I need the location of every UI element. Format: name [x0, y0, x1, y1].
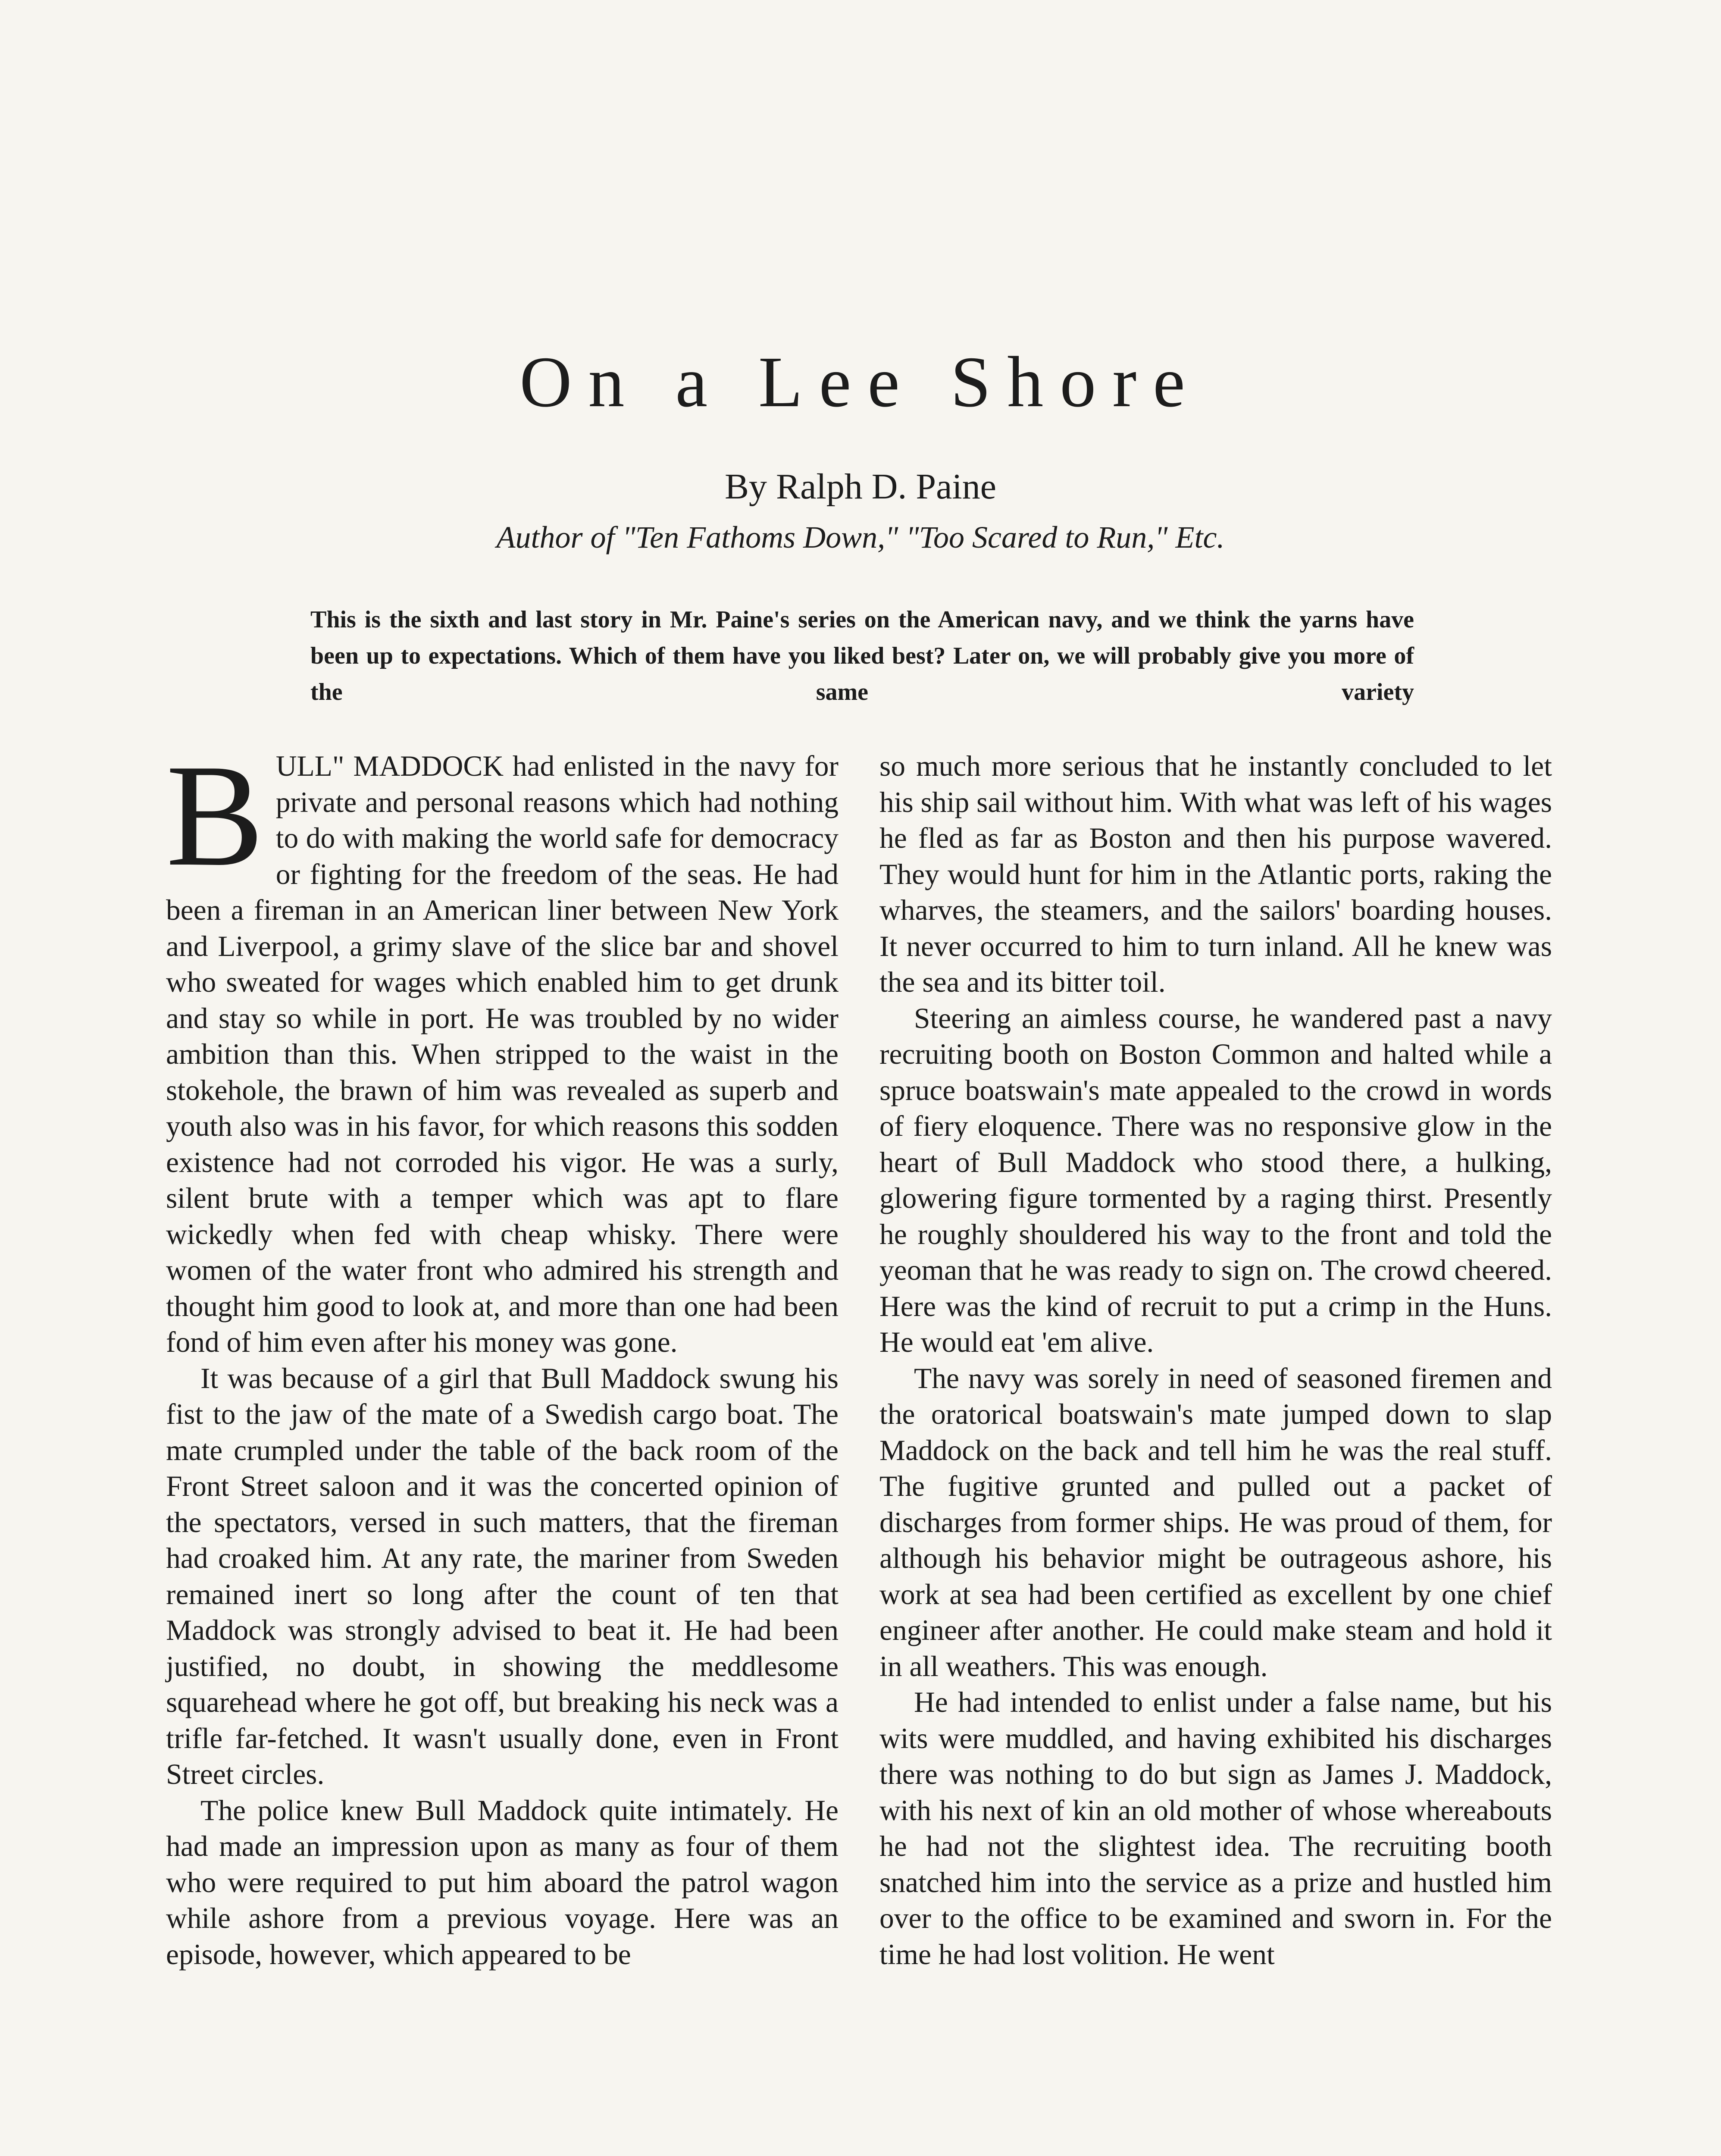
left-column — [166, 734, 839, 1972]
byline: By Ralph D. Paine — [725, 467, 996, 507]
paragraph-6: The navy was sorely in need of seasoned firemen and the oratorical boatswain's mate jumped down to slap Maddock on the back and tell him he was the real stuff. The fugitive grunted and pulled out a packet of discharges from former ships. He was proud of them, for although his behavior might be outrageous ashore, his work at sea had been certified as excellent by one chief engineer after another. He could make steam and hold it in all weathers. This was enough. — [879, 1362, 1552, 1683]
paragraph-5: Steering an aimless course, he wandered past a navy recruiting booth on Boston Common and halted while a spruce boatswain's mate appealed to the crowd in words of fiery eloquence. There was no responsive glow in the heart of Bull Maddock who stood there, a hulking, glowering figure tormented by a raging thirst. Presently he roughly shouldered his way to the front and told the yeoman that he was ready to sign on. The crowd cheered. Here was the kind of recruit to put a crimp in the Huns. He would eat 'em alive. — [879, 1002, 1552, 1358]
story-title: On a Lee Shore — [519, 342, 1202, 422]
paragraph-1-text: ULL" MADDOCK had enlisted in the navy for private and personal reasons which had nothing to do with making the world safe for democracy or fighting for the freedom of the seas. He had been a fireman in an American liner between New York and Liverpool, a grimy slave of the slice bar and shovel who sweated for wages which enabled him to get drunk and stay so while in port. He was troubled by no wider ambition than this. When stripped to the waist in the stokehole, the brawn of him was revealed as superb and youth also was in his favor, for which reasons this sodden existence had not corroded his vigor. He was a surly, silent brute with a temper which was apt to flare wickedly when fed with cheap whisky. There were women of the water front who admired his strength and thought him good to look at, and more than one had been fond of him even after his money was gone. — [166, 750, 839, 1358]
editor-intro: This is the sixth and last story in Mr. Paine's series on the American navy, and we think the yarns have been up to expectations. Which of them have you liked best? Later on, we will probably give you more of the same variety — [310, 606, 1414, 705]
paragraph-2: It was because of a girl that Bull Maddock swung his fist to the jaw of the mate of a Swedish cargo boat. The mate crumpled under the table of the back room of the Front Street saloon and it was the concerted opinion of the spectators, versed in such matters, that the fireman had croaked him. At any rate, the mariner from Sweden remained inert so long after the count of ten that Maddock was strongly advised to beat it. He had been justified, no doubt, in showing the meddlesome squarehead where he got off, but breaking his neck was a trifle far-fetched. It wasn't usually done, even in Front Street circles. — [166, 1362, 839, 1790]
right-column — [879, 748, 1552, 1972]
paragraph-1 — [166, 734, 839, 1360]
paragraph-7: He had intended to enlist under a false name, but his wits were muddled, and having exhibited his discharges there was nothing to do but sign as James J. Maddock, with his next of kin an old mother of whose whereabouts he had not the slightest idea. The recruiting booth snatched him into the service as a prize and hustled him over to the office to be examined and sworn in. For the time he had lost volition. He went — [879, 1686, 1552, 1971]
paragraph-4: so much more serious that he instantly concluded to let his ship sail without him. With what was left of his wages he fled as far as Boston and then his purpose wavered. They would hunt for him in the Atlantic ports, raking the wharves, the steamers, and the sailors' boarding houses. It never occurred to him to turn inland. All he knew was the sea and its bitter toil. — [879, 750, 1552, 998]
author-credits: Author of "Ten Fathoms Down," "Too Scared to Run," Etc. — [496, 520, 1225, 555]
drop-cap: B — [166, 734, 264, 896]
paragraph-3: The police knew Bull Maddock quite intimately. He had made an impression upon as many as four of them who were required to put him aboard the patrol wagon while ashore from a previous voyage. Here was an episode, however, which appeared to be — [166, 1794, 839, 1971]
